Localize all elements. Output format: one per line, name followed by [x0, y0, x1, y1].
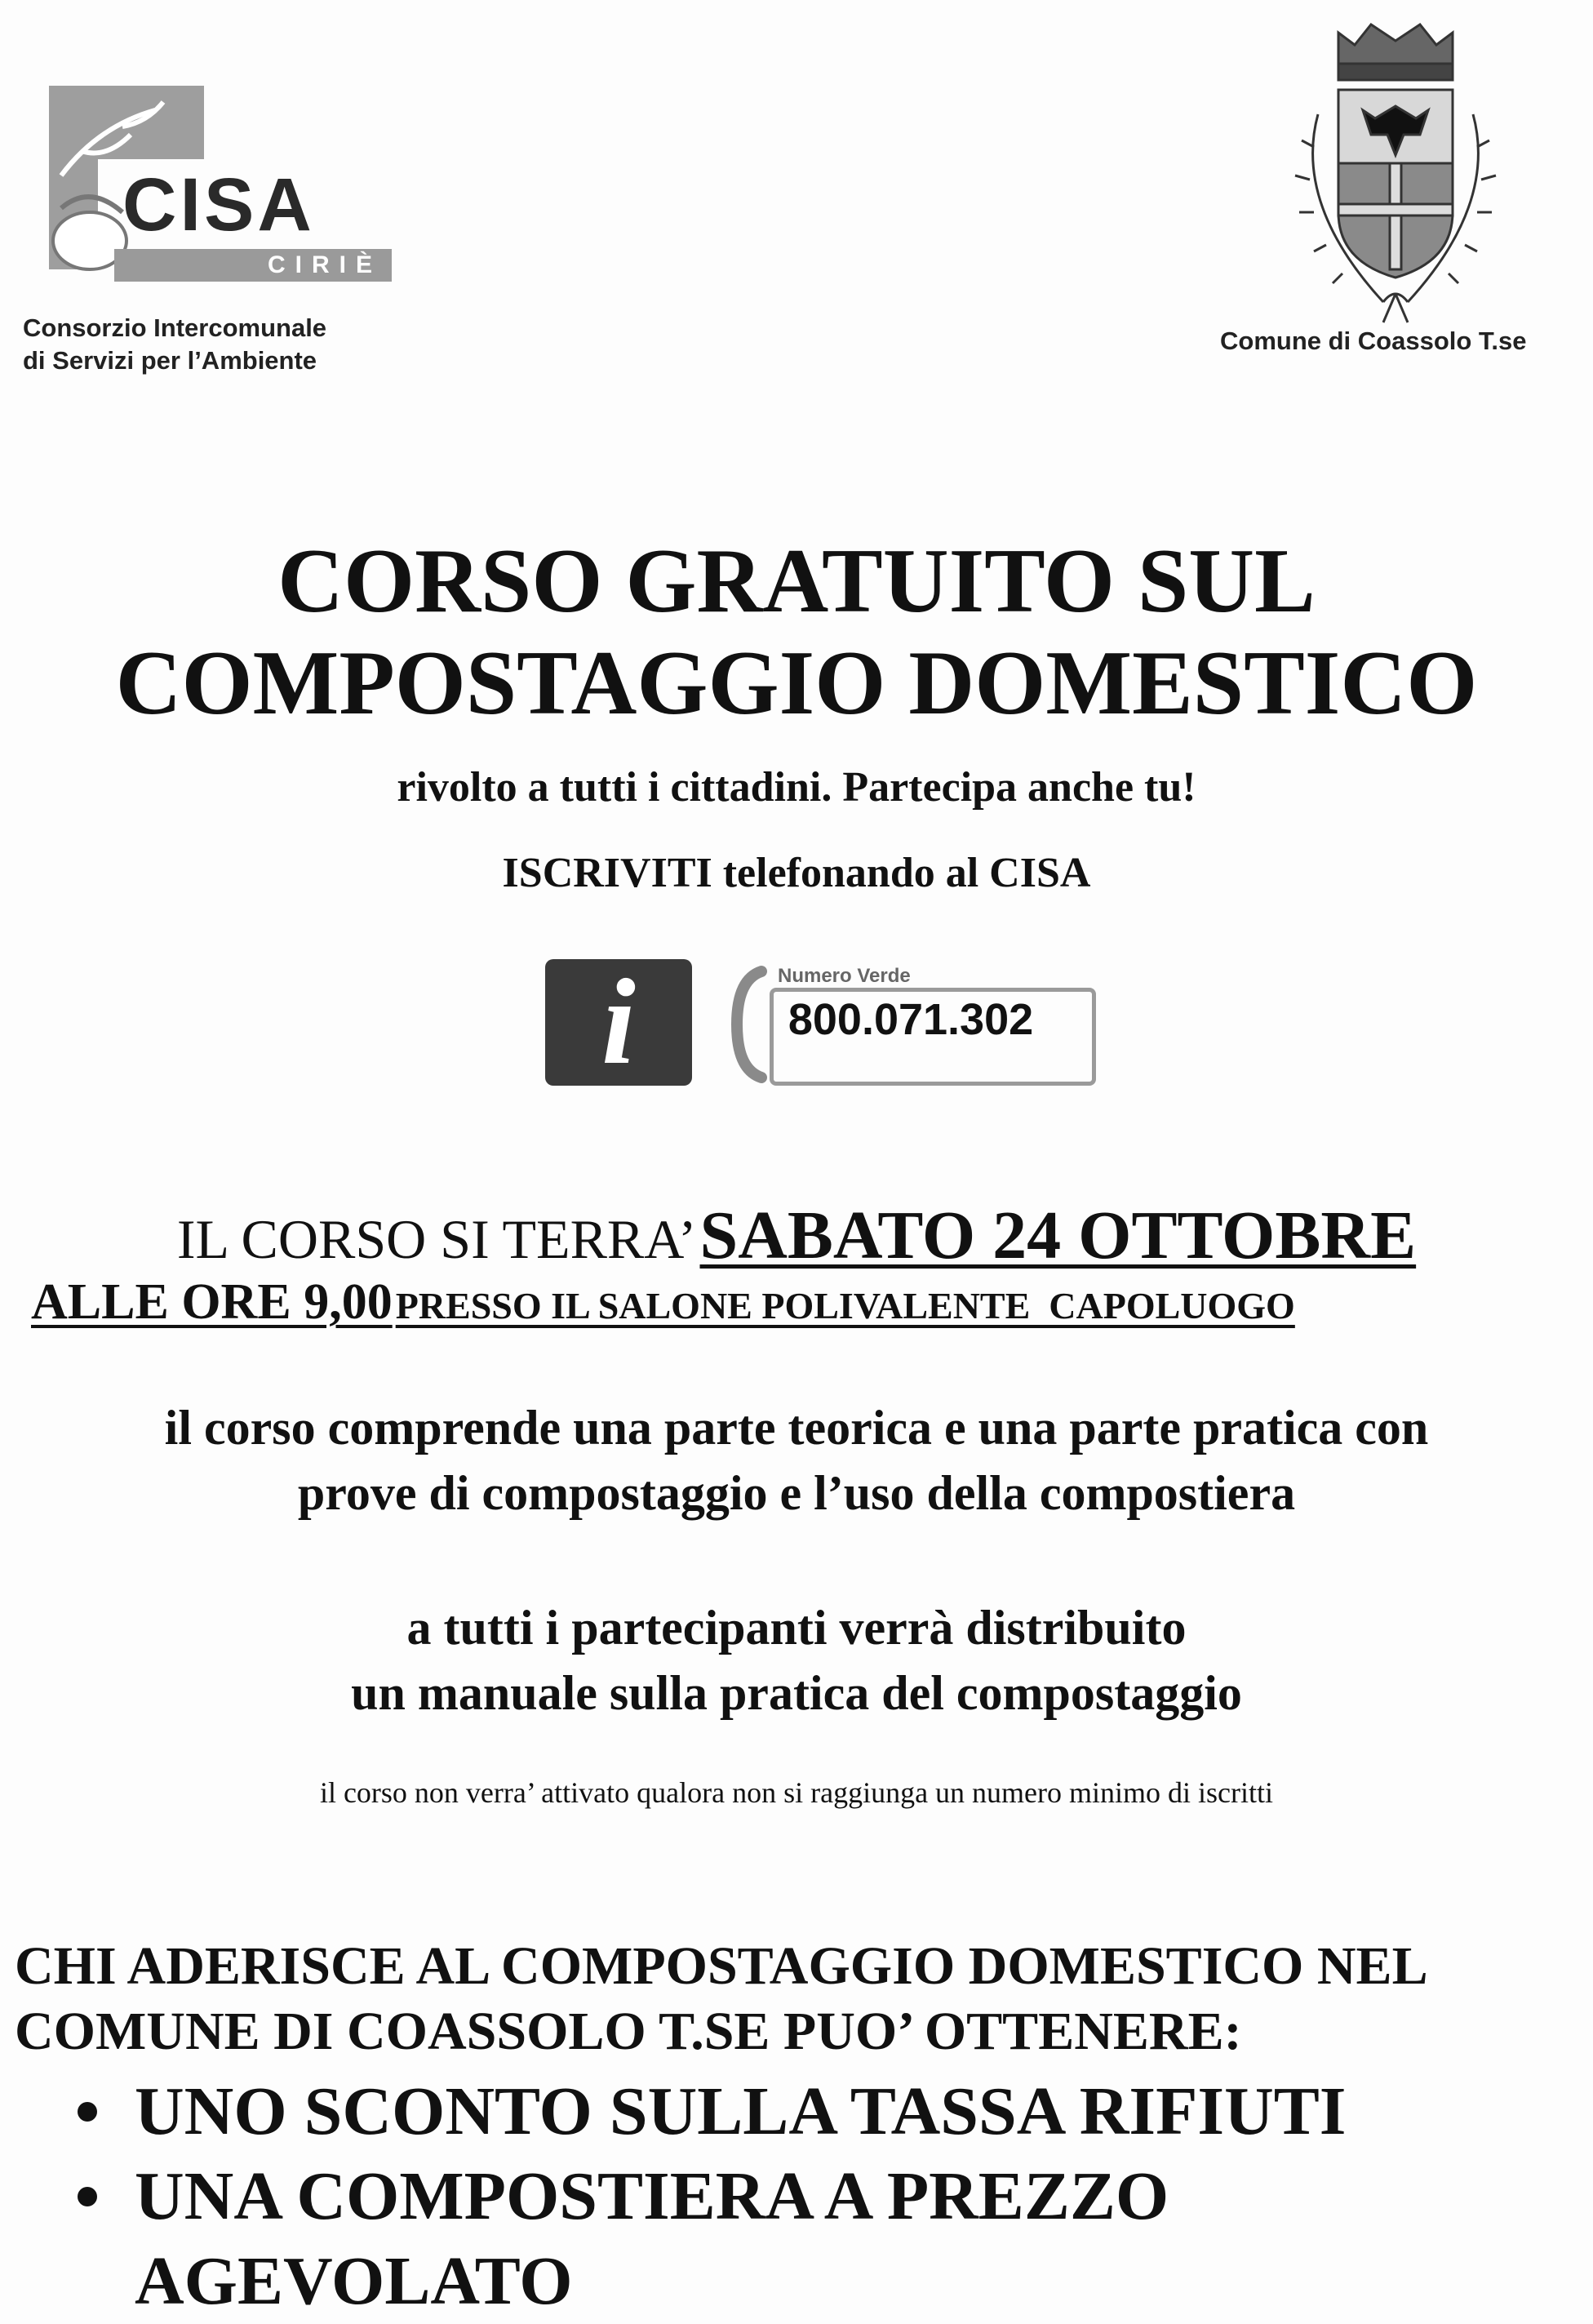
comune-name: Comune di Coassolo T.se [1220, 327, 1527, 355]
schedule-line2 [31, 1273, 1582, 1331]
footnote: il corso non verra’ attivato qualora non si raggiunga un numero minimo di iscritti [319, 1776, 1274, 1809]
benefits-intro-line2: COMUNE DI COASSOLO T.SE PUO’ OTTENERE: [15, 2002, 1242, 2061]
body-line2: prove di compostaggio e l’uso della compostiera [297, 1466, 1296, 1520]
cisa-wordmark: CISA [122, 163, 315, 247]
enroll-text: ISCRIVITI telefonando al CISA [502, 850, 1091, 896]
benefits-list [78, 2069, 1579, 2324]
benefit-item: UNA COMPOSTIERA A PREZZO AGEVOLATO [78, 2154, 1579, 2324]
info-glyph: i [601, 954, 636, 1090]
cisa-caption-line1: Consorzio Intercomunale [23, 313, 327, 342]
cirie-wordmark: CIRIÈ [267, 251, 382, 278]
body-line1: il corso comprende una parte teorica e una parte pratica con [164, 1401, 1429, 1455]
numero-verde [729, 963, 1096, 1087]
schedule-time: ALLE ORE 9,00 [31, 1274, 393, 1330]
body-line4: un manuale sulla pratica del compostaggio [351, 1666, 1242, 1720]
schedule-date: SABATO 24 OTTOBRE [699, 1198, 1417, 1273]
phone-number: 800.071.302 [788, 995, 1034, 1044]
benefit-item: UNO SCONTO SULLA TASSA RIFIUTI [78, 2069, 1579, 2154]
body-line3: a tutti i partecipanti verrà distribuito [406, 1601, 1187, 1655]
page-title-line2: COMPOSTAGGIO DOMESTICO [115, 633, 1478, 734]
cisa-caption [23, 312, 326, 378]
coat-of-arms-icon [1261, 16, 1530, 327]
cisa-caption-line2: di Servizi per l’Ambiente [23, 346, 317, 375]
cirie-bar [114, 249, 392, 282]
schedule-place: PRESSO IL SALONE POLIVALENTE CAPOLUOGO [395, 1285, 1295, 1326]
benefits-intro-line1: CHI ADERISCE AL COMPOSTAGGIO DOMESTICO NEL [15, 1936, 1428, 1996]
page-title-line1: CORSO GRATUITO SUL [277, 531, 1316, 632]
schedule-prefix: IL CORSO SI TERRA’ [176, 1208, 697, 1270]
subtitle: rivolto a tutti i cittadini. Partecipa anche tu! [397, 764, 1196, 811]
schedule-line1 [0, 1196, 1593, 1275]
info-icon [545, 954, 692, 1090]
cisa-logo [24, 78, 382, 282]
numero-verde-label: Numero Verde [778, 965, 911, 987]
